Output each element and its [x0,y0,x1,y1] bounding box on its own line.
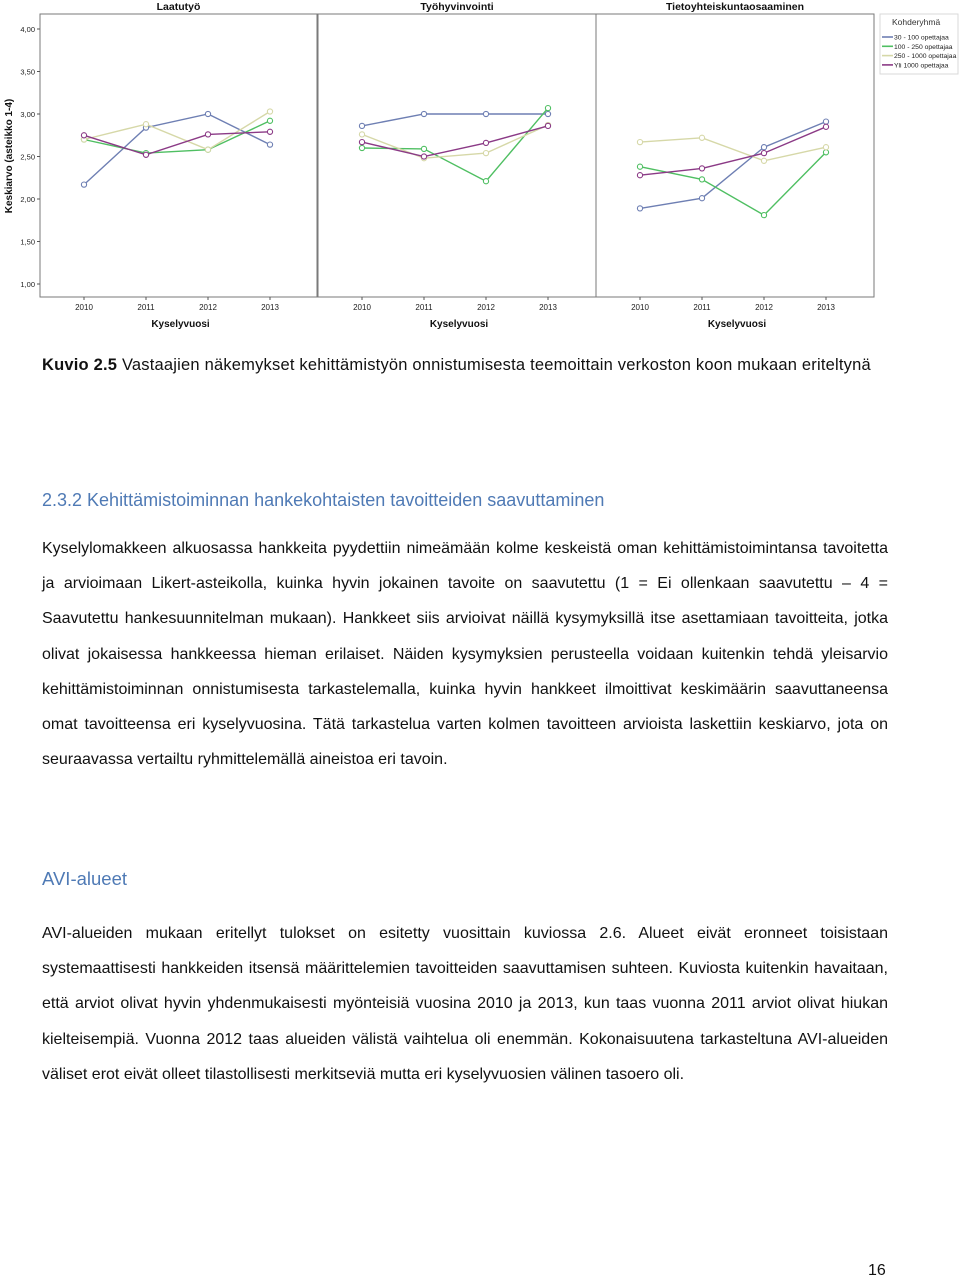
data-point [823,145,828,150]
panel-title: Laatutyö [156,1,201,13]
y-tick-label: 2,00 [20,195,35,204]
panel-title: Työhyvinvointi [420,1,494,13]
line-chart [0,0,960,335]
avi-heading: AVI-alueet [42,868,128,889]
legend-entry: 100 - 250 opettajaa [894,43,953,51]
x-tick-label: 2011 [415,303,433,312]
panel-frame [596,14,874,297]
data-point [637,173,642,178]
x-axis-label: Kyselyvuosi [151,319,210,330]
x-tick-label: 2013 [817,303,835,312]
x-tick-label: 2011 [693,303,711,312]
data-point [699,135,704,140]
x-tick-label: 2012 [199,303,217,312]
data-point [143,122,148,127]
data-point [267,142,272,147]
data-point [699,177,704,182]
data-point [267,109,272,114]
data-point [267,118,272,123]
data-point [483,151,488,156]
x-tick-label: 2012 [755,303,773,312]
data-point [359,123,364,128]
data-point [761,151,766,156]
data-point [483,140,488,145]
legend-entry: Yli 1000 opettajaa [894,62,949,70]
data-point [483,111,488,116]
y-tick-label: 1,50 [20,237,35,247]
data-point [421,146,426,151]
data-point [637,206,642,211]
figure-caption-label: Kuvio 2.5 [42,356,118,374]
x-tick-label: 2011 [137,303,155,312]
y-tick-label: 1,00 [20,280,35,289]
data-point [823,119,828,124]
figure-caption-text: Vastaajien näkemykset kehittämistyön onnistumisesta teemoittain verkoston koon mukaan eriteltynä [121,356,871,374]
x-tick-label: 2013 [539,303,557,312]
data-point [483,179,488,184]
x-axis-label: Kyselyvuosi [707,319,767,330]
data-point [761,158,766,163]
data-point [205,147,210,152]
section-heading: 2.3.2 Kehittämistoiminnan hankekohtaisten tavoitteiden saavuttaminen [42,490,605,510]
data-point [637,164,642,169]
data-point [823,150,828,155]
page-number: 16 [868,1262,886,1279]
legend-entry: 30 - 100 opettajaa [894,34,949,42]
x-tick-label: 2010 [75,303,93,312]
panel-frame [40,14,317,297]
data-point [205,132,210,137]
legend-title: Kohderyhmä [892,17,941,27]
x-tick-label: 2010 [353,303,371,312]
y-tick-label: 2,50 [20,152,35,162]
section-paragraph: Kyselylomakkeen alkuosassa hankkeita pyydettiin nimeämään kolme keskeistä oman kehittämistoimintansa tavoitetta ja arvioimaan Likert-asteikolla, kuinka hyvin jokainen tavoite on saavutettu (1 = Ei ollenkaan saavutettu – 4 = Saavutettu hankesuunnitelman mukaan). Hankkeet siis arvioivat näillä kysymyksillä itse asettamiaan tavoitteita, jotka olivat jokaisessa hankkeessa hieman erilaiset. Näiden kysymyksien perusteella voidaan kuitenkin tehdä yleisarvio kehittämistoiminnan onnistumisesta tarkastelemalla, kuinka hyvin hankkeet ilmoittivat keskimäärin saavuttaneensa omat tavoitteensa eri kyselyvuosina. Tätä tarkastelua varten kolmen tavoitteen arvioista laskettiin keskiarvo, jota on seuraavassa vertailtu ryhmittelemällä aineistoa eri tavoin. [42,540,888,769]
panel-title: Tietoyhteiskuntaosaaminen [665,1,805,13]
data-point [637,140,642,145]
data-point [699,166,704,171]
data-point [359,145,364,150]
data-point [267,129,272,134]
data-point [545,123,550,128]
data-point [545,111,550,116]
data-point [545,106,550,111]
x-tick-label: 2012 [477,303,495,312]
x-tick-label: 2013 [261,303,279,312]
data-point [761,145,766,150]
data-point [205,111,210,116]
data-point [359,140,364,145]
data-point [81,182,86,187]
data-point [359,132,364,137]
data-point [143,152,148,157]
data-point [699,196,704,201]
legend-entry: 250 - 1000 opettajaa [894,53,957,61]
data-point [761,213,766,218]
data-point [421,111,426,116]
data-point [81,133,86,138]
x-tick-label: 2010 [631,303,649,312]
y-axis-label: Keskiarvo (asteikko 1-4) [4,98,15,214]
data-point [421,154,426,159]
data-point [823,124,828,129]
y-tick-label: 4,00 [20,25,35,34]
avi-paragraph: AVI-alueiden mukaan eritellyt tulokset on esitetty vuosittain kuviossa 2.6. Alueet eivät eronneet toisistaan systemaattisesti hankkeiden itsensä määrittelemien tavoitteiden saavuttamisen suhteen. Kuviosta kuitenkin havaitaan, että arviot olivat hyvin yhdenmukaisesti myönteisiä vuosina 2010 ja 2013, kun taas vuonna 2011 arviot olivat hiukan kielteisempiä. Vuonna 2012 taas alueiden välistä vaihtelua oli enemmän. Kokonaisuutena tarkasteltuna AVI-alueiden väliset erot eivät olleet tilastollisesti merkitseviä mutta eri kyselyvuosien välinen tasoero oli. [42,925,888,1083]
figure-caption [42,348,922,383]
x-axis-label: Kyselyvuosi [429,319,489,330]
y-tick-label: 3,50 [20,67,35,77]
y-tick-label: 3,00 [20,110,35,119]
